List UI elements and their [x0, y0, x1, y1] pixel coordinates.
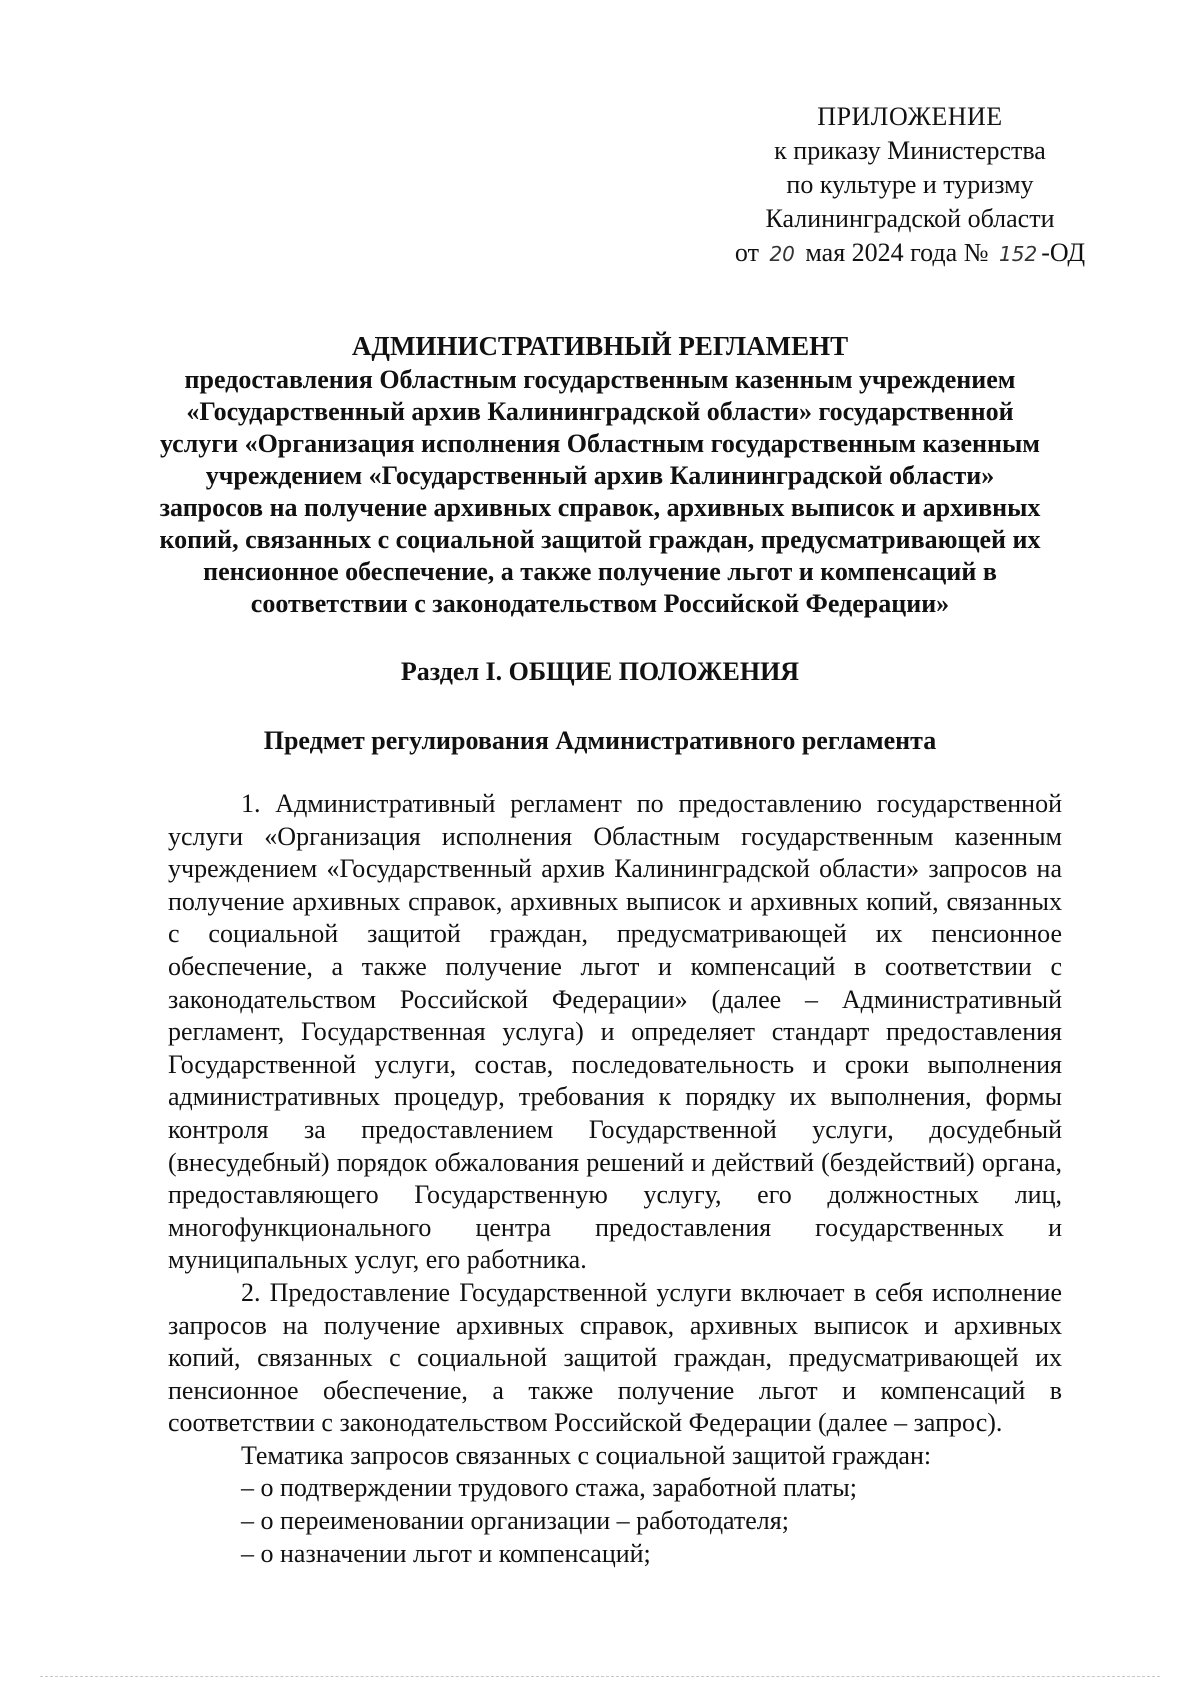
heading-line: услуги «Организация исполнения Областным государственным казенным: [159, 429, 1041, 458]
document-body: [168, 788, 1062, 1570]
regulation-title: АДМИНИСТРАТИВНЫЙ РЕГЛАМЕНТ: [351, 331, 849, 361]
date-prefix: от: [734, 238, 759, 267]
order-date-line: [720, 236, 1100, 271]
appendix-line: к приказу Министерства: [774, 136, 1046, 165]
heading-line: пенсионное обеспечение, а также получение льгот и компенсаций в: [203, 557, 997, 586]
appendix-line: Калининградской области: [765, 204, 1055, 233]
appendix-title: ПРИЛОЖЕНИЕ: [817, 102, 1003, 131]
heading-line: копий, связанных с социальной защитой граждан, предусматривающей их: [159, 525, 1041, 554]
section-title: Раздел I. ОБЩИЕ ПОЛОЖЕНИЯ: [400, 657, 800, 686]
number-suffix: -ОД: [1041, 238, 1086, 267]
heading-line: «Государственный архив Калининградской области» государственной: [186, 397, 1014, 426]
section-subtitle: Предмет регулирования Административного регламента: [263, 726, 937, 755]
heading-line: предоставления Областным государственным казенным учреждением: [184, 365, 1016, 394]
heading-line: учреждением «Государственный архив Калининградской области»: [205, 461, 995, 490]
heading-line: запросов на получение архивных справок, архивных выписок и архивных: [159, 493, 1041, 522]
scan-edge-divider: [40, 1676, 1160, 1677]
paragraph-1: 1. Административный регламент по предоставлению государственной услуги «Организация исполнения Областным государственным казенным учреждением «Государственный архив Калининградской области» запросов на получение архивных справок, архивных выписок и архивных копий, связанных с социальной защитой граждан, предусматривающей их пенсионное обеспечение, а также получение льгот и компенсаций в соответствии с законодательством Российской Федерации» (далее – Административный регламент, Государственная услуга) и определяет стандарт предоставления Государственной услуги, состав, последовательность и сроки выполнения административных процедур, требования к порядку их выполнения, формы контроля за предоставлением Государственной услуги, досудебный (внесудебный) порядок обжалования решений и действий (бездействий) органа, предоставляющего Государственную услугу, его должностных лиц, многофункционального центра предоставления государственных и муниципальных услуг, его работника.: [168, 789, 1062, 1275]
handwritten-day: 20: [769, 242, 795, 266]
topic-item: – о подтверждении трудового стажа, заработной платы;: [241, 1473, 857, 1503]
handwritten-number: 152: [999, 242, 1038, 266]
paragraph-2: 2. Предоставление Государственной услуги включает в себя исполнение запросов на получение архивных справок, архивных выписок и архивных копий, связанных с социальной защитой граждан, предусматривающей их пенсионное обеспечение, а также получение льгот и компенсаций в соответствии с законодательством Российской Федерации (далее – запрос).: [168, 1277, 1062, 1438]
topics-intro: Тематика запросов связанных с социальной защитой граждан:: [241, 1440, 932, 1470]
appendix-line: по культуре и туризму: [786, 170, 1034, 199]
appendix-block: [720, 100, 1100, 271]
topic-item: – о назначении льгот и компенсаций;: [241, 1538, 651, 1568]
topic-item: – о переименовании организации – работодателя;: [241, 1506, 789, 1536]
date-middle: мая 2024 года №: [805, 238, 989, 267]
regulation-heading: [150, 330, 1050, 620]
heading-line: соответствии с законодательством Российской Федерации»: [250, 589, 950, 618]
